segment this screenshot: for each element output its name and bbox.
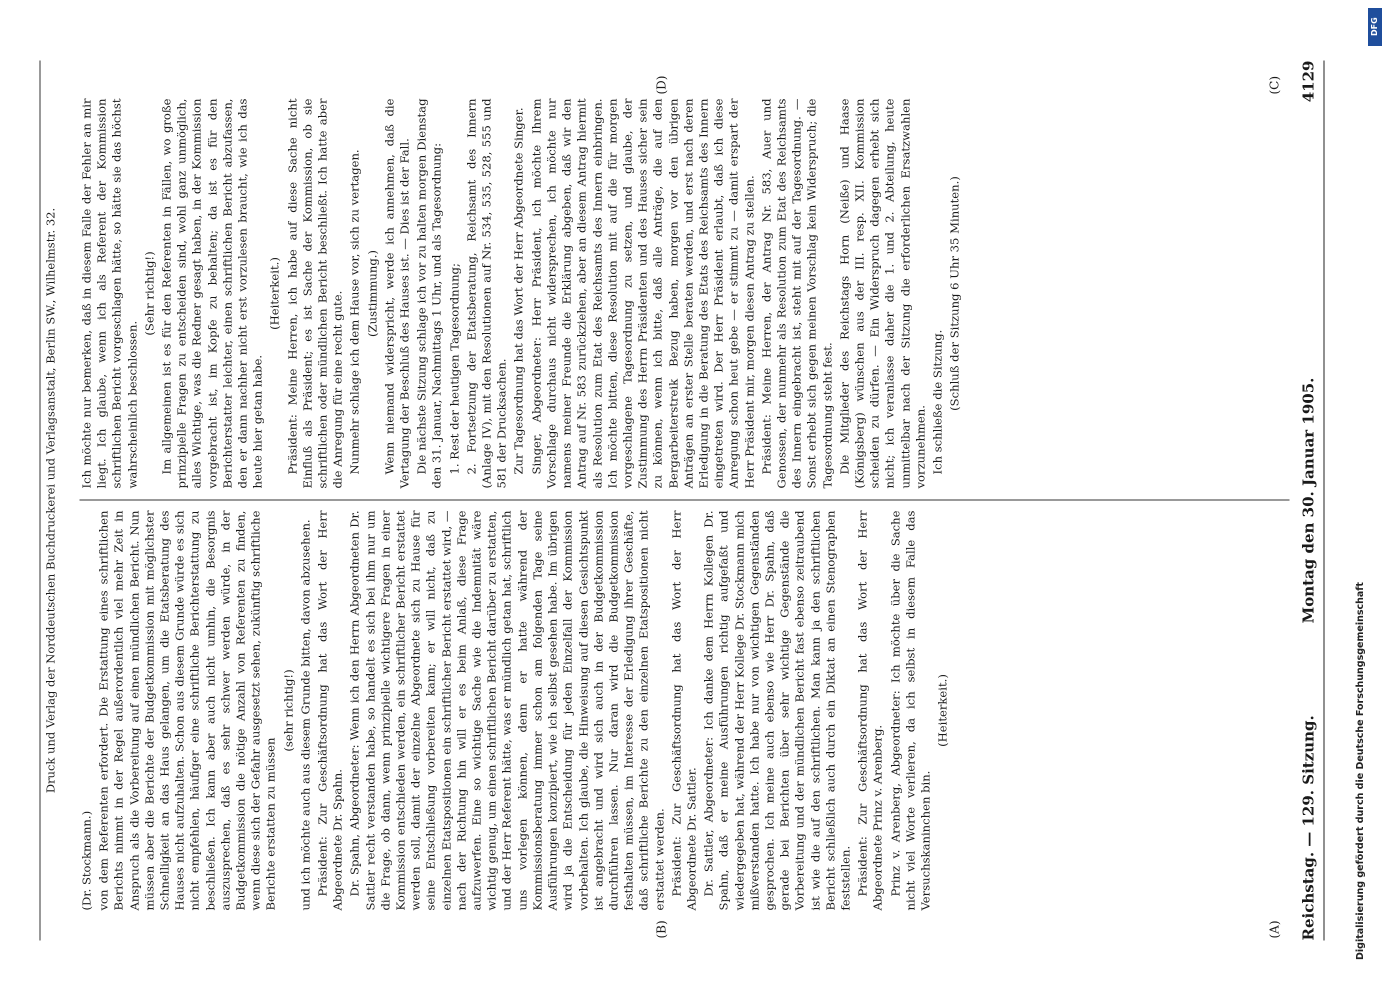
header-date: Montag den 30. Januar 1905.	[1299, 377, 1318, 624]
marker-c: (C)	[1267, 75, 1282, 95]
right-para-3: (Heiterkeit.)	[267, 257, 282, 330]
column-rule	[80, 500, 1290, 501]
page-number: 4129	[1299, 60, 1318, 103]
right-para-9: 1. Rest der heutigen Tagesordnung;	[447, 263, 462, 475]
right-para-16: (Schluß der Sitzung 6 Uhr 35 Minuten.)	[947, 176, 962, 411]
page-header	[1296, 61, 1325, 941]
right-para-12: Singer, Abgeordneter: Herr Präsident, ich möchte Ihrem Vorschlage durchaus nicht widersprechen, ich möchte nur namens meiner Freunde die Erklärung abgeben, daß wir den Antrag auf Nr. 583 zurückziehen, aber an diesem Antrag hiermit als Resolution zum Etat des Reichsamts des Innern einbringen. Ich möchte bitten, diese Resolution mit auf die für morgen vorgeschlagene Tagesordnung zu setzen, und glaube, der Zustimmung des Herrn Präsidenten und des Hauses sicher sein zu können, wenn ich bitte, daß alle Anträge, die auf den Bergarbeiterstreik Bezug haben, morgen vor den übrigen Anträgen an erster Stelle beraten werden, und erst nach deren Erledigung in die Beratung des Etats des Reichsamts des Innern eingetreten wird. Der Herr Präsident erlaubt, daß ich diese Anregung schon heut gebe — er stimmt zu — damit erspart der Herr Präsident mir, morgen diesen Antrag zu stellen.	[529, 98, 757, 489]
right-para-0: Ich möchte nur bemerken, daß in diesem Falle der Fehler an mir liegt. Ich glaube, wenn ich als Referent der Kommission schriftlichen Bericht vorgeschlagen hätte, so hätte sie das höchst wahrscheinlich beschlossen.	[79, 98, 140, 489]
page-footer: Druck und Verlag der Norddeutschen Buchdruckerei und Verlagsanstalt, Berlin SW., Wilhelmstr. 32.	[40, 61, 64, 941]
right-para-5: Nunmehr schlage ich dem Hause vor, sich zu vertagen.	[347, 149, 362, 475]
right-para-15: Ich schließe die Sitzung.	[930, 329, 945, 475]
left-para-4: Dr. Spahn, Abgeordneter: Wenn ich den Herrn Abgeordneten Dr. Sattler recht verstanden habe, so handelt es sich bei ihm nur um die Frage, ob dann, wenn prinzipielle wichtigere Fragen in einer Kommission entschieden werden, ein schriftlicher Bericht erstattet werden soll, damit der einzelne Abgeordnete sich zu Hause für seine Entschließung vorbereiten kann; er will nicht, daß zu einzelnen Etatspositionen ein schriftlicher Bericht erstattet wird, — nach der Richtung hin will er es beim Anlaß, diese Frage aufzuwerfen. Eine so wichtige Sache wie die Indemnität wäre wichtig genug, um einen schriftlichen Bericht darüber zu erstatten, und der Herr Referent hätte, was er mündlich getan hat, schriftlich uns vorlegen können, denn er hatte während der Kommissionsberatung immer schon am folgenden Tage seine Ausführungen konzipiert, wie ich selbst gesehen habe. Im übrigen wird ja die Entscheidung für jeden Einzelfall der Kommission vorbehalten. Ich glaube, die Hinweisung auf diesen Gesichtspunkt ist angebracht und wird sich auch in der Budgetkommission durchführen lassen. Nur daran wird die Budgetkommission festhalten müssen, im Interesse der Erledigung ihrer Geschäfte, daß schriftliche Berichte zu den einzelnen Etatspositionen nicht erstattet werden.	[347, 510, 667, 911]
left-para-6: Dr. Sattler, Abgeordneter: Ich danke dem Herrn Kollegen Dr. Spahn, daß er meine Ausführungen richtig aufgefaßt und wiedergegeben hat, während der Herr Kollege Dr. Stockmann mich mißverstanden hatte. Ich habe nur von wichtigen Gegenständen gesprochen. Ich meine auch ebenso wie Herr Dr. Spahn, daß gerade bei Berichten über sehr wichtige Gegenstände die Vorbereitung und der mündlichen Bericht fast ebenso zeitraubend ist wie die auf den schriftlichen. Man kann ja den schriftlichen Bericht schließlich auch durch ein Diktat an einen Stenographen feststellen.	[701, 510, 853, 911]
right-para-7: Wenn niemand widerspricht, werde ich annehmen, daß die Vertagung der Beschluß des Hauses ist. — Dies ist der Fall.	[382, 98, 412, 489]
speaker-tag: (Dr. Stockmann.)	[79, 810, 94, 911]
dfg-credit: Digitalisierung gefördert durch die Deutsche Forschungsgemeinschaft	[1355, 582, 1366, 960]
left-column	[80, 511, 1290, 911]
left-para-9: (Heiterkeit.)	[935, 674, 950, 747]
left-para-1: (sehr richtig!)	[281, 669, 296, 752]
left-para-8: Prinz v. Arenberg, Abgeordneter: Ich möchte über die Sache nicht viel Worte verlieren, da ich selbst in diesem Falle das Versuchskaninchen bin.	[888, 510, 933, 911]
right-para-13: Präsident: Meine Herren, der Antrag Nr. 583, Auer und Genossen, der nunmehr als Resolution zum Etat des Reichsamts des Innern eingebracht ist, steht mit auf der Tagesordnung. — Sonst erhebt sich gegen meinen Vorschlag kein Widerspruch; die Tagesordnung steht fest.	[759, 98, 835, 489]
header-left: Reichstag. — 129. Sitzung.	[1299, 715, 1318, 941]
marker-b: (B)	[654, 920, 669, 939]
left-para-0: von dem Referenten erfordert. Die Erstattung eines schriftlichen Berichts nimmt in der Regel außerordentlich viel mehr Zeit in Anspruch als die Vorbereitung auf einen mündlichen Bericht. Nun müssen aber die Berichte der Budgetkommission mit möglichster Schnelligkeit an das Haus gelangen, um die Etatsberatung des Hauses nicht aufzuhalten. Schon aus diesem Grunde würde es sich nicht empfehlen, häufiger eine schriftliche Berichterstattung zu beschließen. Ich kann aber auch nicht umhin, die Besorgnis auszusprechen, daß es sehr schwer werden würde, in der Budgetkommission die nötige Anzahl von Referenten zu finden, wenn diese sich der Gefahr ausgesetzt sehen, zukünftig schriftliche Berichte erstatten zu müssen	[96, 510, 278, 911]
right-para-14: Die Mitglieder des Reichstags Horn (Neiße) und Haase (Königsberg) wünschen aus der III. resp. XII. Kommission scheiden zu dürfen. — Ein Widerspruch dagegen erhebt sich nicht; ich veranlasse daher die 1. und 2. Abteilung, heute unmittelbar nach der Sitzung die erforderlichen Ersatzwahlen vorzunehmen.	[837, 98, 928, 489]
right-para-8: Die nächste Sitzung schlage ich vor zu halten morgen Dienstag den 31. Januar, Nachmittags 1 Uhr, und als Tagesordnung:	[414, 98, 444, 489]
left-para-2: und ich möchte auch aus diesem Grunde bitten, davon abzusehen.	[298, 519, 313, 911]
left-para-5: Präsident: Zur Geschäftsordnung hat das Wort der Herr Abgeordnete Dr. Sattler.	[669, 510, 699, 911]
dfg-logo: DFG	[1368, 8, 1382, 46]
left-para-7: Präsident: Zur Geschäftsordnung hat das Wort der Herr Abgeordnete Prinz v. Arenberg.	[855, 510, 885, 911]
marker-a: (A)	[1267, 920, 1282, 939]
right-para-10: 2. Fortsetzung der Etatsberatung, Reichsamt des Innern (Anlage IV), mit den Resolutionen auf Nr. 534, 535, 528, 555 und 581 der Drucksachen.	[464, 98, 509, 489]
marker-d: (D)	[654, 75, 669, 95]
rotated-page	[0, 1, 1383, 1001]
right-para-6: (Zustimmung.)	[365, 250, 380, 337]
right-para-2: Im allgemeinen ist es für den Referenten in Fällen, wo große prinzipielle Fragen zu entscheiden sind, wohl ganz unmöglich, alles Wichtige, was die Redner gesagt haben, in der Kommission vorgebracht ist, im Kopfe zu behalten; da ist es für den Berichterstatter leichter, einen schriftlichen Bericht abzufassen, den er dann nachher nicht erst vorzulesen braucht, wie ich das heute hier getan habe.	[159, 98, 265, 489]
left-para-3: Präsident: Zur Geschäftsordnung hat das Wort der Herr Abgeordnete Dr. Spahn.	[315, 510, 345, 911]
right-para-1: (Sehr richtig!)	[142, 251, 157, 336]
right-para-4: Präsident: Meine Herren, ich habe auf diese Sache nicht Einfluß als Präsident; es ist Sache der Kommission, ob sie schriftlichen oder mündlichen Bericht beschließt. Ich hatte aber die Anregung für eine recht gute.	[285, 98, 345, 489]
right-para-11: Zur Tagesordnung hat das Wort der Herr Abgeordnete Singer.	[511, 107, 526, 475]
right-column	[80, 99, 1290, 489]
